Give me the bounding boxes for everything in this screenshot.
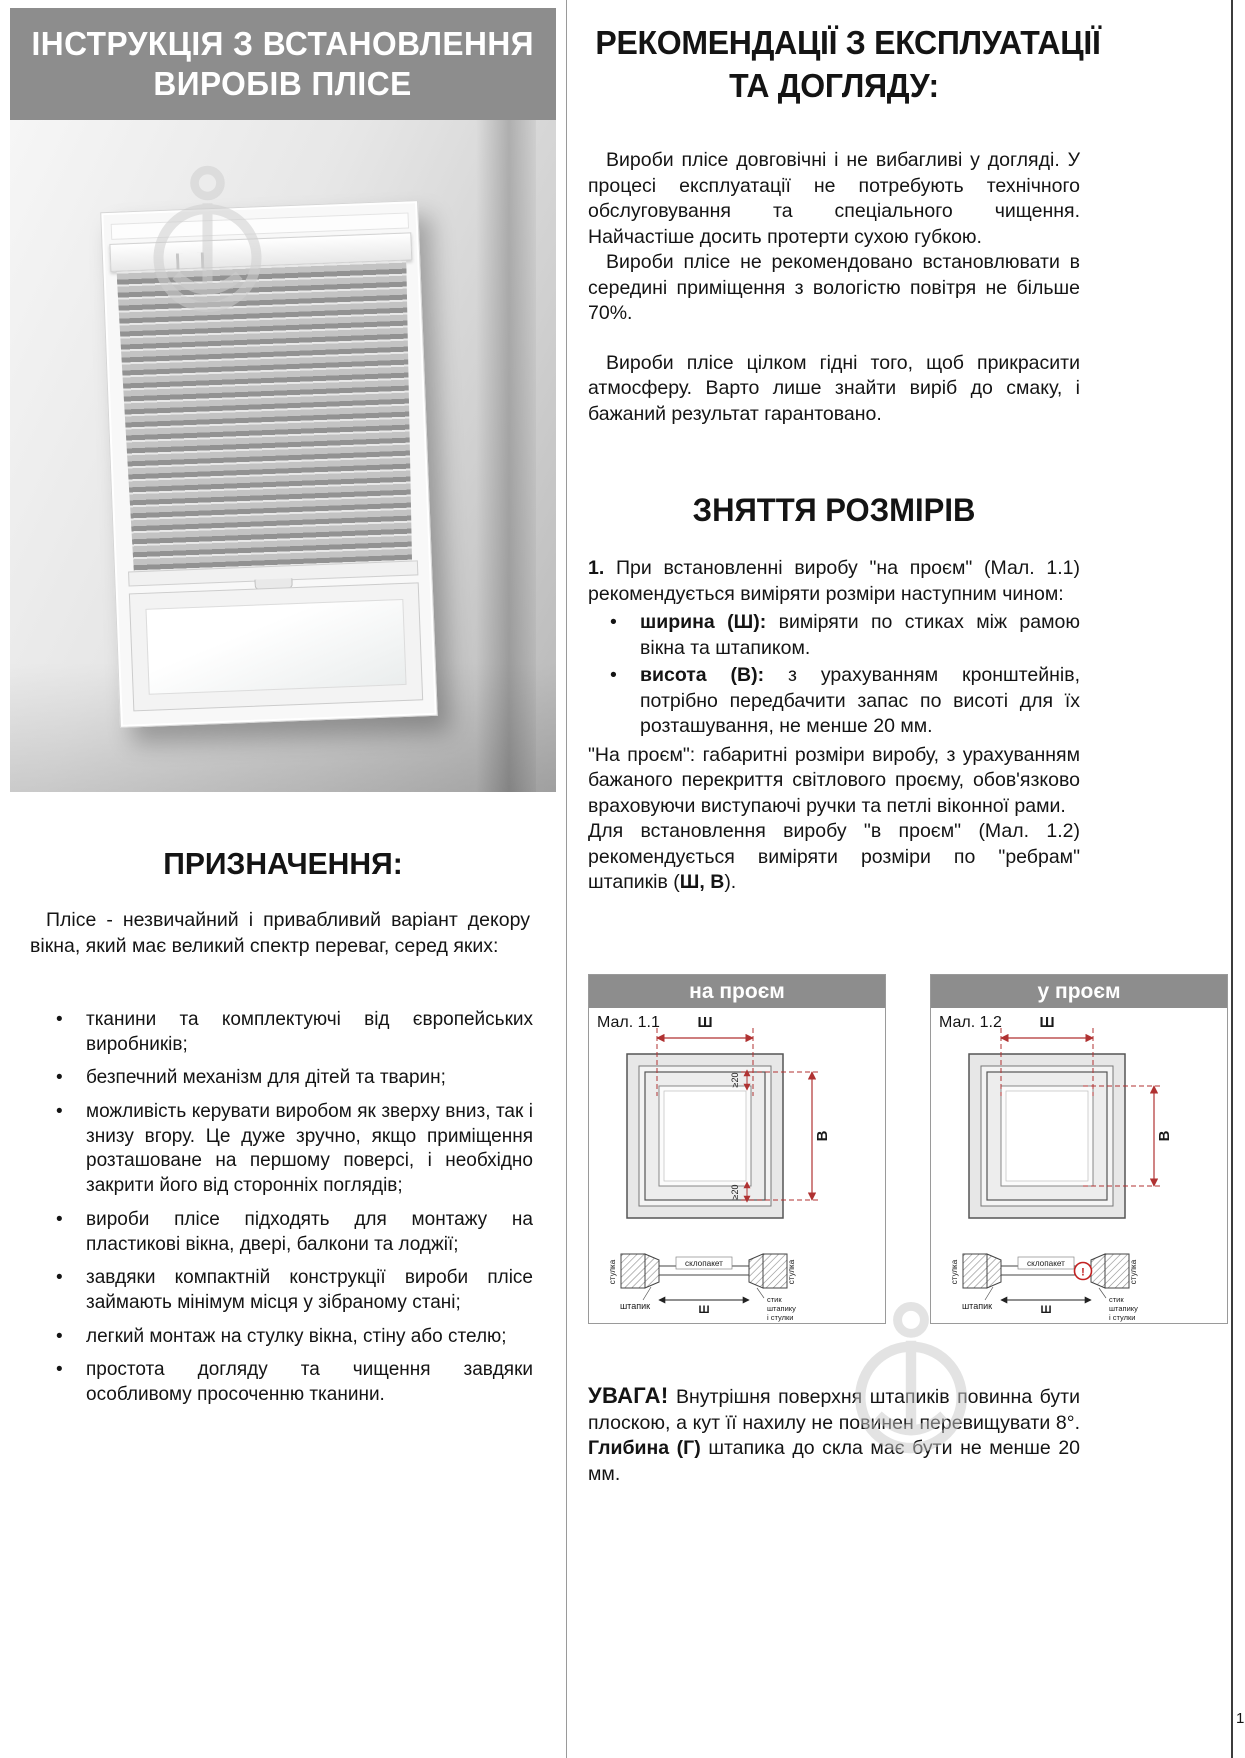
- width-term: ширина (Ш):: [640, 611, 767, 634]
- measure-step: [588, 556, 1080, 607]
- bead-label: штапик: [961, 1301, 993, 1311]
- window-sash: [129, 582, 423, 711]
- joint-label: штапику: [767, 1304, 796, 1313]
- sash-label: стулка: [1129, 1259, 1138, 1285]
- attention-bold-term: Глибина (Г): [588, 1437, 701, 1460]
- joint-label: стик: [767, 1295, 782, 1304]
- sash-label: стулка: [608, 1259, 617, 1285]
- width-definition: виміряти по стиках між рамою вікна та штапиком.: [640, 611, 1080, 659]
- window-blind-illustration: [10, 120, 556, 792]
- warning-exclamation-icon: !: [1081, 1266, 1085, 1279]
- care-title-line2: ТА ДОГЛЯДУ:: [729, 66, 939, 104]
- page-right-border: [1231, 0, 1233, 1758]
- bead-label: штапик: [619, 1301, 651, 1311]
- list-item: [30, 1325, 533, 1350]
- measure-instructions: [588, 556, 1080, 896]
- list-item: [30, 1358, 533, 1407]
- list-item-text: вироби плісе підходять для монтажу на пластикові вікна, двері, балкони та лоджії;: [86, 1208, 533, 1255]
- min20-label: ≥20: [730, 1072, 740, 1088]
- height-term: висота (В):: [640, 664, 765, 687]
- attention-label: УВАГА!: [588, 1383, 669, 1408]
- window-diagram-u-proem: [933, 1010, 1227, 1322]
- v-proem-bold: Ш, В: [679, 871, 725, 894]
- list-item: [30, 1100, 533, 1199]
- diagram-panel-u-proem: [930, 974, 1228, 1324]
- window-artwork: [100, 200, 438, 728]
- joint-label: і стулки: [1109, 1313, 1136, 1322]
- measure-title: ЗНЯТТЯ РОЗМІРІВ: [692, 492, 976, 528]
- diagram-height-label: В: [1156, 1130, 1173, 1142]
- pleated-shade: [117, 261, 418, 572]
- purpose-intro: Плісе - незвичайний і привабливий варіант декору вікна, який має великий спектр переваг, серед яких:: [30, 909, 530, 957]
- panel-body: [931, 1008, 1227, 1323]
- v-proem-text: Для встановлення виробу "в проєм" (Мал. 1.2) рекомендується виміряти розміри по "ребрам" штапиків (: [588, 820, 1080, 894]
- glass-unit-label: склопакет: [685, 1259, 723, 1268]
- diagram-panel-na-proem: [588, 974, 886, 1324]
- v-proem-paragraph: [588, 819, 1080, 896]
- sash-label: стулка: [950, 1259, 959, 1285]
- height-definition: з урахуванням кронштейнів, потрібно передбачити запас по висоті для їх розташування, не менше 20 мм.: [640, 664, 1080, 738]
- care-paragraph: Вироби плісе не рекомендовано встановлювати в середині приміщення з вологістю повітря не більше 70%.: [588, 251, 1080, 325]
- step-number: 1.: [588, 557, 605, 579]
- panel-header: у проєм: [931, 975, 1227, 1008]
- panel-header: на проєм: [589, 975, 885, 1008]
- figure-label: Мал. 1.2: [939, 1014, 1002, 1031]
- page-number: 1: [1236, 1710, 1245, 1727]
- list-item: [30, 1208, 533, 1257]
- diagram-height-label: В: [814, 1130, 831, 1142]
- left-title-line1: ІНСТРУКЦІЯ З ВСТАНОВЛЕННЯ: [31, 24, 535, 62]
- list-item-text: простота догляду та чищення завдяки особливому просоченню тканини.: [86, 1359, 533, 1405]
- list-item: [30, 1266, 533, 1315]
- care-paragraph: Вироби плісе цілком гідні того, щоб прикрасити атмосферу. Варто лише знайти виріб до смаку, і бажаний результат гарантовано.: [588, 351, 1080, 425]
- left-title-line2: ВИРОБІВ ПЛІСЕ: [153, 65, 413, 102]
- window-glass: [145, 599, 406, 695]
- bottom-width-label: Ш: [698, 1304, 710, 1316]
- care-title-line1: РЕКОМЕНДАЦІЇ З ЕКСПЛУАТАЦІЇ: [595, 24, 1101, 61]
- sash-label: стулка: [787, 1259, 796, 1285]
- measurement-diagrams: [588, 974, 1228, 1324]
- care-paragraph: Вироби плісе довговічні і не вибагливі у догляді. У процесі експлуатації не потребують технічного обслуговування та спеціального чищення. Найчастіше досить протерти сухою губкою.: [588, 149, 1080, 248]
- list-item-text: завдяки компактній конструкції вироби плісе займають мінімум місця у зібраному стані;: [86, 1267, 533, 1313]
- panel-body: [589, 1008, 885, 1323]
- list-item: [588, 663, 1080, 740]
- bottom-width-label: Ш: [1040, 1304, 1052, 1316]
- purpose-list: [30, 1008, 533, 1417]
- list-item-text: безпечний механізм для дітей та тварин;: [86, 1067, 446, 1089]
- left-title-banner: [10, 8, 556, 120]
- v-proem-text-end: ).: [724, 871, 737, 894]
- joint-label: і стулки: [767, 1313, 794, 1322]
- step-text: При встановленні виробу "на проєм" (Мал. 1.1) рекомендується виміряти розміри наступним чином:: [588, 557, 1080, 605]
- column-divider: [566, 0, 567, 1758]
- window-diagram-na-proem: [591, 1010, 885, 1322]
- joint-label: стик: [1109, 1295, 1124, 1304]
- list-item: [30, 1008, 533, 1057]
- diagram-width-label: Ш: [1039, 1014, 1055, 1031]
- glass-unit-label: склопакет: [1027, 1259, 1065, 1268]
- diagram-width-label: Ш: [697, 1014, 713, 1031]
- figure-label: Мал. 1.1: [597, 1014, 660, 1031]
- list-item: [588, 610, 1080, 661]
- measure-list: [588, 610, 1080, 740]
- attention-paragraph: [588, 1382, 1080, 1487]
- min20-label: ≥20: [730, 1184, 740, 1200]
- care-title: [588, 22, 1101, 108]
- attention-text: Внутрішня поверхня штапиків повинна бути плоскою, а кут її нахилу не повинен перевищувати 8°.: [588, 1386, 1080, 1434]
- attention-text: штапика до скла має бути не менше 20 мм.: [588, 1437, 1081, 1485]
- na-proem-paragraph: "На проєм": габаритні розміри виробу, з урахуванням бажаного перекриття світлового проєму, обов'язково враховуючи виступаючі ручки та петлі віконної рами.: [588, 743, 1080, 817]
- list-item-text: можливість керувати виробом як зверху вниз, так і знизу вгору. Це дуже зручно, якщо приміщення розташоване на першому поверсі, і необхідно закрити його від сторонніх поглядів;: [86, 1101, 533, 1197]
- list-item-text: легкий монтаж на стулку вікна, стіну або стелю;: [86, 1325, 507, 1347]
- purpose-title: ПРИЗНАЧЕННЯ:: [163, 846, 403, 881]
- joint-label: штапику: [1109, 1304, 1138, 1313]
- list-item-text: тканини та комплектуючі від європейських виробників;: [86, 1009, 533, 1055]
- care-paragraphs: [588, 148, 1080, 427]
- list-item: [30, 1066, 533, 1091]
